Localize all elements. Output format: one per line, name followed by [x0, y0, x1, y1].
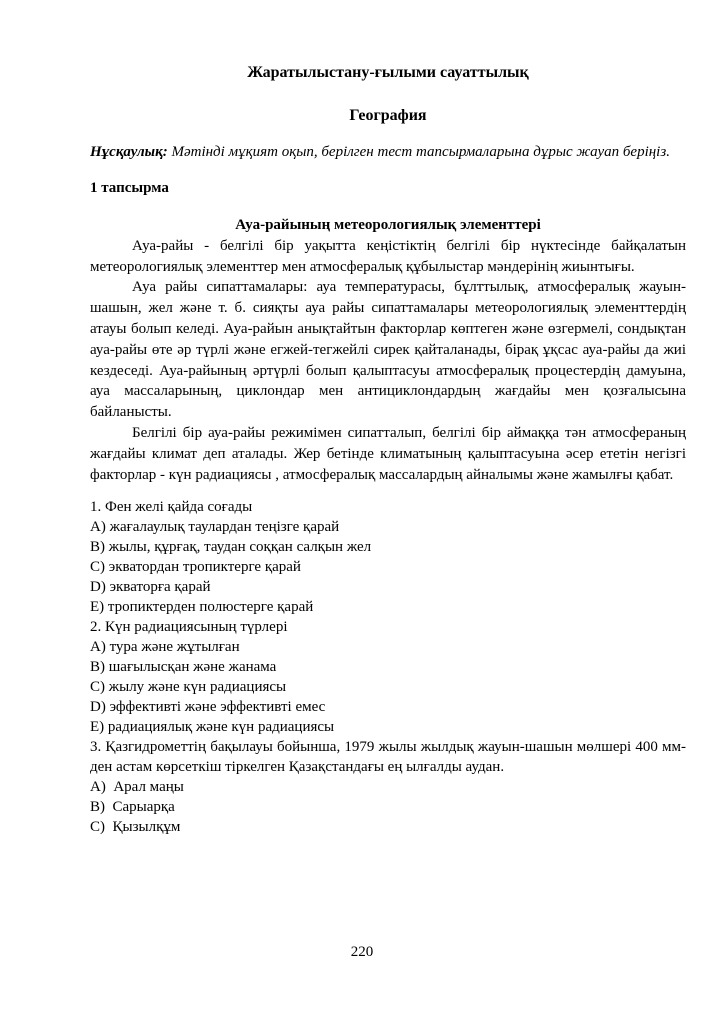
- question-2-option-d: D) эффективті және эффективті емес: [90, 699, 326, 716]
- question-2-option-e: E) радиациялық және күн радиациясы: [90, 719, 335, 736]
- document-content: [90, 62, 686, 837]
- question-1-option-b: B) жылы, құрғақ, таудан соққан салқын жел: [90, 539, 372, 556]
- page-number: 220: [350, 944, 374, 960]
- question-3-option-b: B) Сарыарқа: [90, 799, 175, 816]
- document-title: Жаратылыстану-ғылыми сауаттылық: [247, 64, 529, 81]
- question-3-prompt: 3. Қазгидрометтің бақылауы бойынша, 1979 жылы жылдық жауын-шашын мөлшері 400 мм-ден астам көрсеткіш тіркелген Қазақстандағы ең ылғалды аудан.: [90, 739, 686, 776]
- instruction-text: Мәтінді мұқият оқып, берілген тест тапсырмаларына дұрыс жауап беріңіз.: [171, 144, 670, 160]
- question-1-prompt: 1. Фен желі қайда соғады: [90, 499, 253, 516]
- section-heading: Ауа-райының метеорологиялық элементтері: [235, 217, 541, 233]
- question-2-option-b: B) шағылысқан және жанама: [90, 659, 277, 676]
- instruction-paragraph: [90, 142, 686, 163]
- subject-title: География: [349, 107, 427, 124]
- question-1-option-d: D) экваторға қарай: [90, 579, 211, 596]
- question-1-option-c: C) экватордан тропиктерге қарай: [90, 559, 301, 576]
- question-3-option-c: C) Қызылқұм: [90, 819, 181, 836]
- question-1-option-a: A) жағалаулық таулардан теңізге қарай: [90, 519, 340, 536]
- questions-block: [90, 497, 686, 837]
- question-2-prompt: 2. Күн радиациясының түрлері: [90, 619, 288, 636]
- task-label: 1 тапсырма: [90, 180, 169, 196]
- reading-paragraph-2: Ауа райы сипаттамалары: ауа температурасы, бұлттылық, атмосфералық жауын-шашын, жел және т. б. сияқты ауа райы сипаттамалары метеорологиялық элементтердің атауы болып келеді. Ауа-райын анықтайтын факторлар көптеген және өзгермелі, сондықтан ауа-райы өте әр түрлі және егжей-тегжейлі сирек қайталанады, бірақ ұқсас ауа-райы да жиі кездеседі. Ауа-райының әртүрлі болып қалыптасуы атмосфералық процестердің дамуына, ауа массаларының, циклондар мен антициклондардың жағдайы мен қозғалысына байланысты.: [90, 279, 686, 421]
- question-1-option-e: E) тропиктерден полюстерге қарай: [90, 599, 314, 616]
- question-2-option-a: A) тура және жұтылған: [90, 639, 240, 656]
- question-3-option-a: A) Арал маңы: [90, 779, 184, 796]
- question-2-option-c: C) жылу және күн радиациясы: [90, 679, 287, 696]
- reading-paragraph-3: Белгілі бір ауа-райы режимімен сипатталып, белгілі бір аймаққа тән атмосфераның жағдайы климат деп аталады. Жер бетінде климатының қалыптасуына әсер ететін негізгі факторлар - күн радиациясы , атмосфералық массалардың айналымы және жамылғы қабат.: [90, 424, 686, 483]
- reading-paragraph-1: Ауа-райы - белгілі бір уақытта кеңістіктің белгілі бір нүктесінде байқалатын метеорологиялық элементтер мен атмосфералық құбылыстар мәндерінің жиынтығы.: [90, 237, 686, 275]
- instruction-label: Нұсқаулық:: [90, 144, 168, 160]
